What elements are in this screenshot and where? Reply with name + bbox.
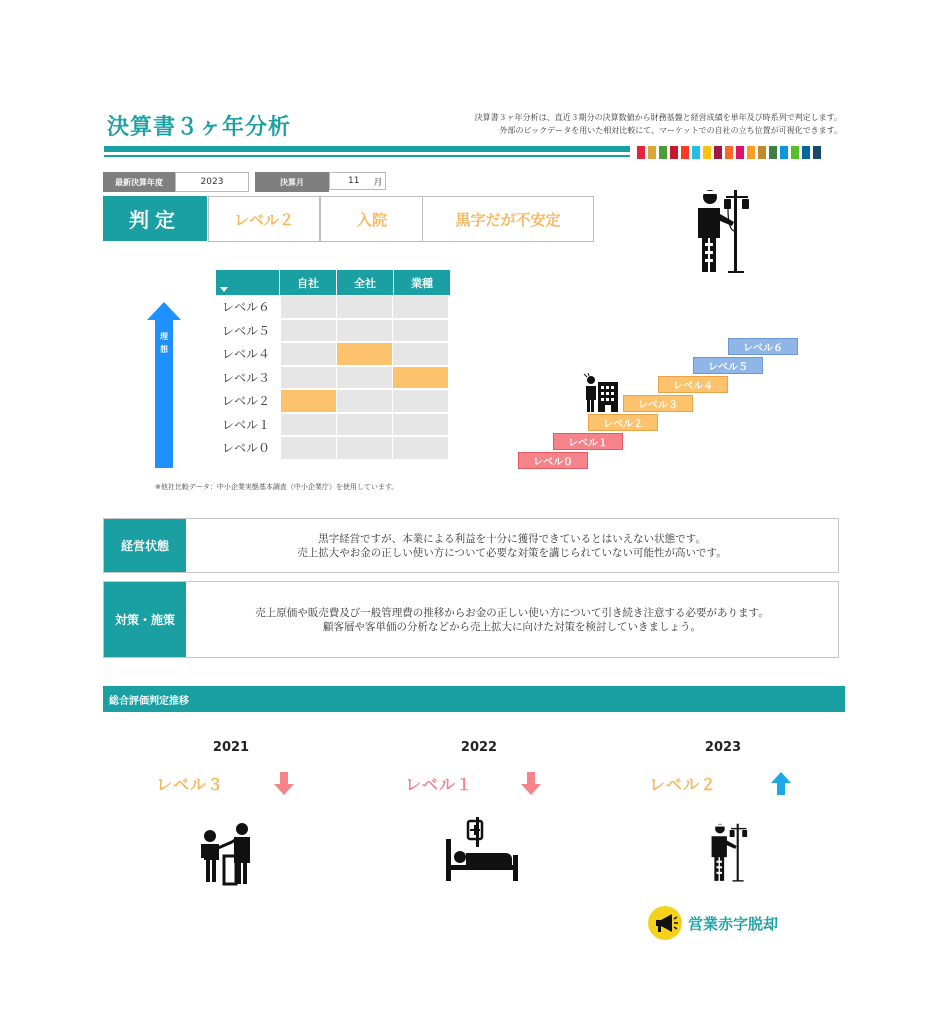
- data-source-note: ※他社比較データ：中小企業実態基本調査（中小企業庁）を使用しています。: [155, 483, 399, 491]
- grid-cell: [281, 414, 336, 436]
- grid-filter-dropdown[interactable]: [216, 270, 280, 295]
- iv-patient-icon: [690, 188, 756, 276]
- judgement-label: 判定: [103, 196, 207, 241]
- grid-body: [216, 295, 450, 460]
- staircase-step: レベル３: [623, 395, 693, 412]
- level-comparison-grid: [216, 270, 450, 460]
- grid-cell: [393, 343, 448, 365]
- grid-cell: [337, 367, 392, 389]
- staircase-step: レベル０: [518, 452, 588, 469]
- grid-cell: [281, 367, 336, 389]
- description-line-1: 決算書３ヶ年分析は、直近３期分の決算数値から財務基盤と経営成績を単年及び時系列で判定します。: [474, 113, 842, 122]
- grid-row-label: レベル４: [216, 342, 280, 366]
- trend-level-2021: レベル３: [156, 775, 225, 794]
- month-field[interactable]: [329, 172, 386, 190]
- grid-col-all: 全社: [337, 270, 394, 295]
- hospital-person-icon: [582, 372, 622, 414]
- grid-cell: [393, 320, 448, 342]
- header-rule-thin: [104, 155, 630, 157]
- month-label: 決算月: [255, 172, 329, 192]
- grid-cell: [281, 390, 336, 412]
- month-value: 11: [348, 176, 360, 186]
- measures-panel: [103, 581, 839, 658]
- staircase-step: レベル２: [588, 414, 658, 431]
- trend-section-header: 総合評価判定推移: [103, 686, 845, 712]
- grid-cell: [281, 320, 336, 342]
- color-swatch: [747, 146, 755, 159]
- grid-row-label: レベル３: [216, 366, 280, 390]
- grid-row-label: レベル６: [216, 295, 280, 319]
- color-swatch: [681, 146, 689, 159]
- grid-cell: [393, 367, 448, 389]
- color-swatch: [802, 146, 810, 159]
- judgement-comment: 黒字だが不安定: [422, 196, 594, 242]
- color-swatch: [692, 146, 700, 159]
- grid-cell: [337, 437, 392, 459]
- grid-row: [216, 342, 450, 366]
- color-swatch: [703, 146, 711, 159]
- trend-year-2021: 2021: [212, 740, 250, 755]
- grid-row-label: レベル５: [216, 319, 280, 343]
- grid-row-label: レベル０: [216, 436, 280, 460]
- grid-col-industry: 業種: [411, 276, 433, 290]
- header-rule-thick: [104, 146, 630, 152]
- staircase-step: レベル５: [693, 357, 763, 374]
- color-swatch: [736, 146, 744, 159]
- staircase-step: レベル６: [728, 338, 798, 355]
- grid-header: [216, 270, 450, 295]
- megaphone-icon: [647, 905, 683, 941]
- arrow-down-icon: [272, 772, 296, 796]
- color-swatch: [769, 146, 777, 159]
- grid-cell: [281, 343, 336, 365]
- grid-cell: [281, 437, 336, 459]
- color-swatch: [637, 146, 645, 159]
- trend-year-2023: 2023: [704, 740, 742, 755]
- trend-year-2022: 2022: [460, 740, 498, 755]
- color-swatch: [780, 146, 788, 159]
- grid-cell: [281, 296, 336, 318]
- grid-row: [216, 319, 450, 343]
- chevron-down-icon: [220, 287, 228, 292]
- color-swatch: [725, 146, 733, 159]
- trend-level-2023: レベル２: [649, 775, 718, 794]
- grid-cell: [393, 296, 448, 318]
- latest-year-field[interactable]: 2023: [175, 172, 249, 192]
- grid-row: [216, 389, 450, 413]
- arrow-up-icon: [769, 772, 793, 796]
- management-state-panel: [103, 518, 839, 573]
- measures-label: 対策・施策: [104, 582, 186, 657]
- grid-row: [216, 413, 450, 437]
- month-unit: 月: [373, 177, 383, 188]
- doctor-consultation-icon: [196, 820, 262, 886]
- color-swatch: [758, 146, 766, 159]
- description-line-2: 外部のビックデータを用いた相対比較にて、マーケットでの自社の立ち位置が可視化できます。: [499, 126, 842, 135]
- grid-col-self: 自社: [280, 270, 337, 295]
- grid-cell: [337, 320, 392, 342]
- judgement-status: 入院: [320, 196, 424, 242]
- grid-row-label: レベル１: [216, 413, 280, 437]
- grid-cell: [337, 414, 392, 436]
- ideal-arrow-label: 理想: [160, 332, 168, 354]
- arrow-down-icon: [519, 772, 543, 796]
- grid-row: [216, 295, 450, 319]
- measures-line-2: 顧客層や客単価の分析などから売上拡大に向けた対策を検討していきましょう。: [323, 620, 701, 633]
- grid-cell: [337, 296, 392, 318]
- color-swatch: [659, 146, 667, 159]
- grid-row: [216, 366, 450, 390]
- grid-cell: [337, 343, 392, 365]
- staircase-step: レベル１: [553, 433, 623, 450]
- management-state-line-1: 黒字経営ですが、本業による利益を十分に獲得できているとはいえない状態です。: [318, 532, 706, 545]
- color-swatch: [791, 146, 799, 159]
- color-swatch: [648, 146, 656, 159]
- latest-year-label: 最新決算年度: [103, 172, 175, 192]
- color-swatch: [813, 146, 821, 159]
- grid-cell: [393, 437, 448, 459]
- iv-patient-icon: [706, 822, 752, 884]
- page-title: 決算書３ヶ年分析: [107, 115, 292, 140]
- measures-line-1: 売上原価や販売費及び一般管理費の推移からお金の正しい使い方について引き続き注意する必要があります。: [255, 606, 769, 619]
- management-state-label: 経営状態: [104, 519, 186, 572]
- color-swatches: [637, 146, 821, 159]
- judgement-level: レベル２: [208, 196, 320, 242]
- grid-row-label: レベル２: [216, 389, 280, 413]
- color-swatch: [714, 146, 722, 159]
- grid-cell: [337, 390, 392, 412]
- badge-label: 営業赤字脱却: [688, 915, 779, 933]
- grid-cell: [393, 390, 448, 412]
- management-state-line-2: 売上拡大やお金の正しい使い方について必要な対策を講じられていない可能性が高いです。: [297, 546, 727, 559]
- grid-row: [216, 436, 450, 460]
- color-swatch: [670, 146, 678, 159]
- hospital-bed-icon: [444, 815, 520, 883]
- staircase-step: レベル４: [658, 376, 728, 393]
- trend-level-2022: レベル１: [405, 775, 474, 794]
- grid-cell: [393, 414, 448, 436]
